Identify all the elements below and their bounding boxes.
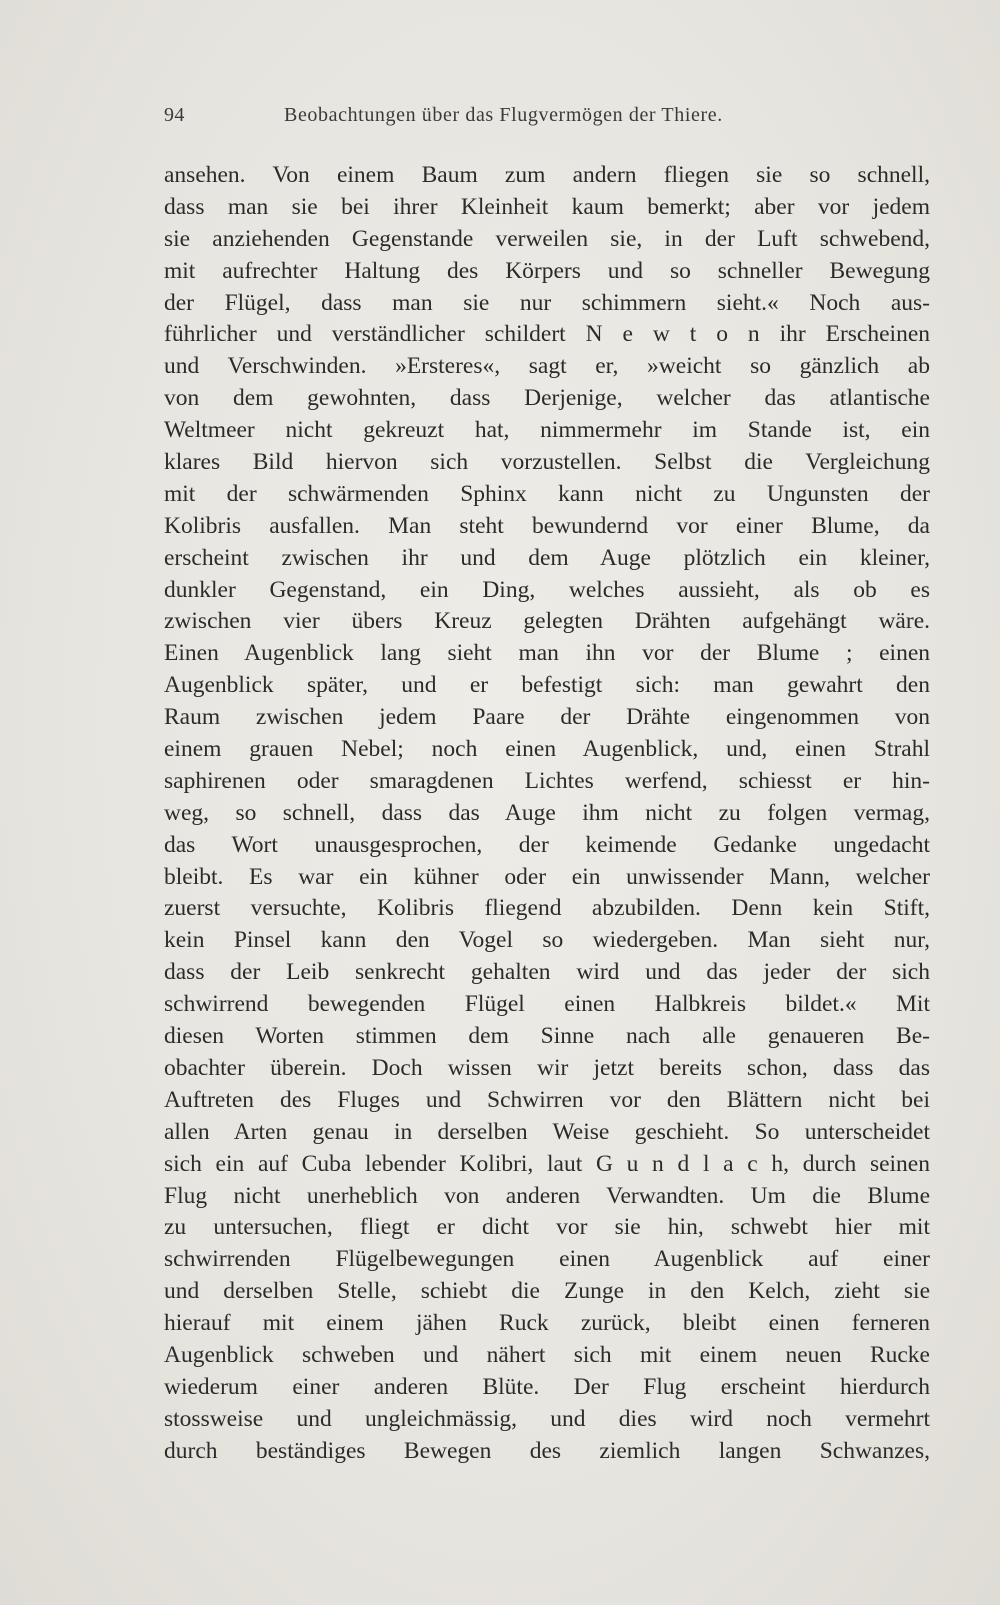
text-line: sich ein auf Cuba lebender Kolibri, laut G u n d l a c h, durch seinen: [164, 1150, 930, 1177]
text-line: mit aufrechter Haltung des Körpers und so schneller Bewegung: [164, 257, 930, 284]
page-number: 94: [164, 104, 185, 126]
text-line: schwirrend bewegenden Flügel einen Halbkreis bildet.« Mit: [164, 991, 930, 1018]
text-line: einem grauen Nebel; noch einen Augenblick, und, einen Strahl: [164, 736, 930, 763]
text-line: der Flügel, dass man sie nur schimmern sieht.« Noch aus-: [164, 289, 930, 316]
text-line: saphirenen oder smaragdenen Lichtes werfend, schiesst er hin-: [164, 767, 930, 794]
text-line: dass man sie bei ihrer Kleinheit kaum bemerkt; aber vor jedem: [164, 193, 930, 220]
text-line: Augenblick schweben und nähert sich mit einem neuen Rucke: [164, 1341, 930, 1368]
text-line: stossweise und ungleichmässig, und dies wird noch vermehrt: [164, 1405, 930, 1432]
text-line: dass der Leib senkrecht gehalten wird und das jeder der sich: [164, 959, 930, 986]
text-line: sie anziehenden Gegenstande verweilen sie, in der Luft schwebend,: [164, 225, 930, 252]
text-line: und Verschwinden. »Ersteres«, sagt er, »weicht so gänzlich ab: [164, 353, 930, 380]
text-line: Auftreten des Fluges und Schwirren vor den Blättern nicht bei: [164, 1086, 930, 1113]
text-line: mit der schwärmenden Sphinx kann nicht zu Ungunsten der: [164, 480, 930, 507]
text-line: hierauf mit einem jähen Ruck zurück, bleibt einen ferneren: [164, 1310, 930, 1337]
text-line: allen Arten genau in derselben Weise geschieht. So unterscheidet: [164, 1118, 930, 1145]
text-line: das Wort unausgesprochen, der keimende Gedanke ungedacht: [164, 831, 930, 858]
text-line: zu untersuchen, fliegt er dicht vor sie hin, schwebt hier mit: [164, 1214, 930, 1241]
text-line: Weltmeer nicht gekreuzt hat, nimmermehr im Stande ist, ein: [164, 417, 930, 444]
text-line: kein Pinsel kann den Vogel so wiedergeben. Man sieht nur,: [164, 927, 930, 954]
text-line: führlicher und verständlicher schildert N e w t o n ihr Erscheinen: [164, 321, 930, 348]
text-line: Kolibris ausfallen. Man steht bewundernd vor einer Blume, da: [164, 512, 930, 539]
text-line: von dem gewohnten, dass Derjenige, welcher das atlantische: [164, 385, 930, 412]
text-line: Raum zwischen jedem Paare der Drähte eingenommen von: [164, 704, 930, 731]
text-line: zuerst versuchte, Kolibris fliegend abzubilden. Denn kein Stift,: [164, 895, 930, 922]
page-header: [164, 104, 930, 134]
text-line: Einen Augenblick lang sieht man ihn vor der Blume ; einen: [164, 640, 930, 667]
body-text: [164, 160, 930, 1468]
text-line: dunkler Gegenstand, ein Ding, welches aussieht, als ob es: [164, 576, 930, 603]
text-line: Augenblick später, und er befestigt sich: man gewahrt den: [164, 672, 930, 699]
text-line: Flug nicht unerheblich von anderen Verwandten. Um die Blume: [164, 1182, 930, 1209]
text-line: klares Bild hiervon sich vorzustellen. Selbst die Vergleichung: [164, 449, 930, 476]
text-line: zwischen vier übers Kreuz gelegten Drähten aufgehängt wäre.: [164, 608, 930, 635]
text-line: erscheint zwischen ihr und dem Auge plötzlich ein kleiner,: [164, 544, 930, 571]
text-line: diesen Worten stimmen dem Sinne nach alle genaueren Be-: [164, 1023, 930, 1050]
text-line: weg, so schnell, dass das Auge ihm nicht zu folgen vermag,: [164, 799, 930, 826]
running-head: Beobachtungen über das Flugvermögen der Thiere.: [284, 104, 723, 126]
text-line: ansehen. Von einem Baum zum andern fliegen sie so schnell,: [164, 162, 930, 188]
text-line: wiederum einer anderen Blüte. Der Flug erscheint hierdurch: [164, 1373, 930, 1400]
text-line: schwirrenden Flügelbewegungen einen Augenblick auf einer: [164, 1246, 930, 1273]
text-line: und derselben Stelle, schiebt die Zunge in den Kelch, zieht sie: [164, 1278, 930, 1305]
text-line: durch beständiges Bewegen des ziemlich langen Schwanzes,: [164, 1437, 930, 1464]
text-line: bleibt. Es war ein kühner oder ein unwissender Mann, welcher: [164, 863, 930, 890]
text-line: obachter überein. Doch wissen wir jetzt bereits schon, dass das: [164, 1054, 930, 1081]
